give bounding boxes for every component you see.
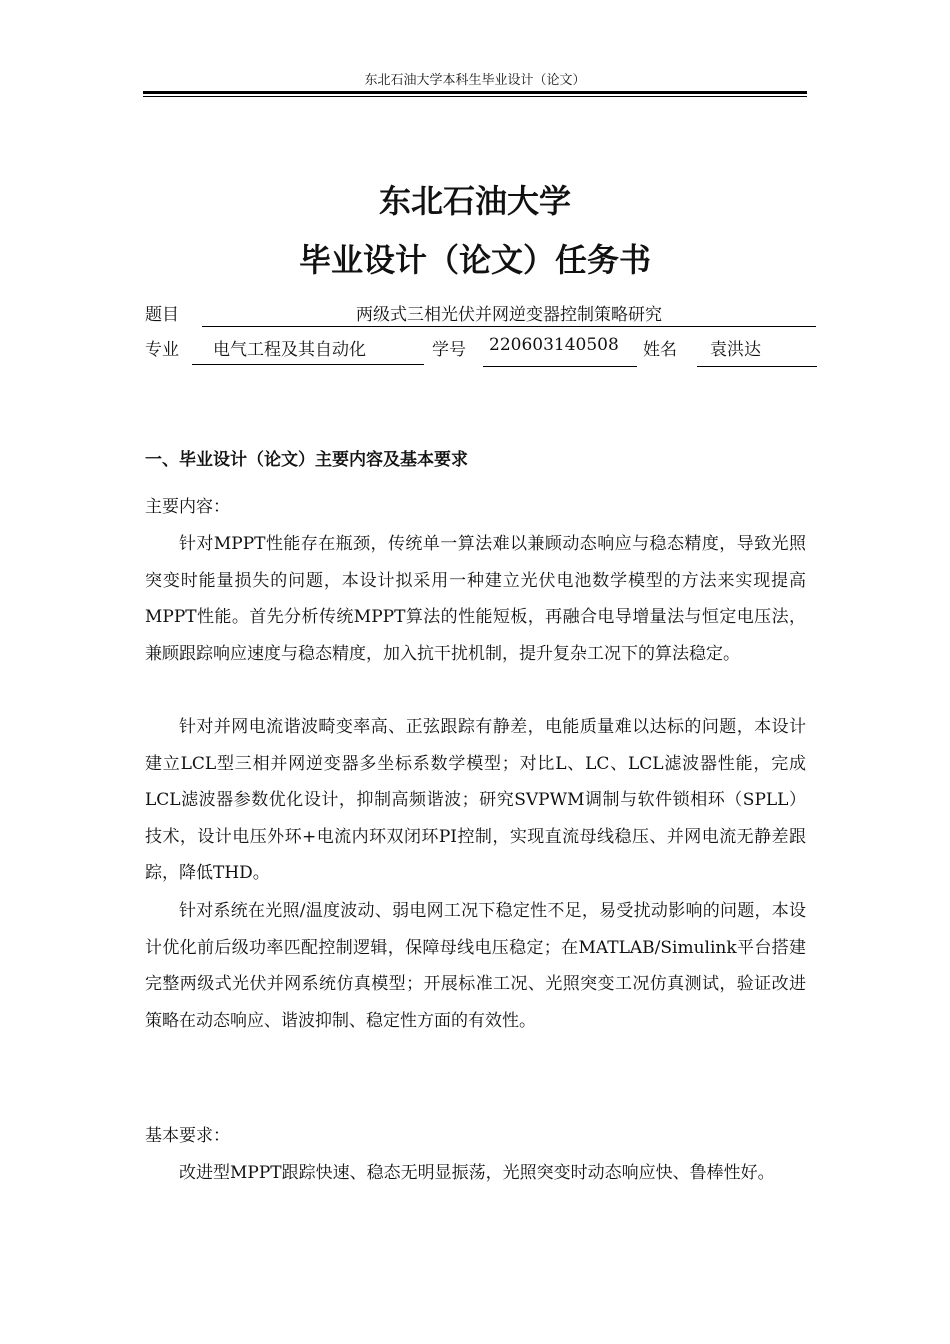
name-underline	[697, 366, 817, 367]
requirements-paragraph-1: 改进型MPPT跟踪快速、稳态无明显振荡，光照突变时动态响应快、鲁棒性好。	[179, 1163, 775, 1183]
document-title-taskbook: 毕业设计（论文）任务书	[298, 241, 651, 279]
student-id-value: 220603140508	[489, 335, 619, 355]
requirements-label: 基本要求：	[145, 1126, 230, 1146]
name-label: 姓名	[643, 340, 677, 360]
topic-underline	[202, 326, 816, 327]
header-rule-thick	[143, 91, 807, 94]
content-paragraph-3: 针对系统在光照/温度波动、弱电网工况下稳定性不足，易受扰动影响的问题，本设计优化前后级功率匹配控制逻辑，保障母线电压稳定；在MATLAB/Simulink平台搭建完整两级式光伏并网系统仿真模型；开展标准工况、光照突变工况仿真测试，验证改进策略在动态响应、谐波抑制、稳定性方面的有效性。	[145, 901, 806, 1031]
content-paragraph-1: 针对MPPT性能存在瓶颈，传统单一算法难以兼顾动态响应与稳态精度，导致光照突变时能量损失的问题，本设计拟采用一种建立光伏电池数学模型的方法来实现提高MPPT性能。首先分析传统MPPT算法的性能短板，再融合电导增量法与恒定电压法，兼顾跟踪响应速度与稳态精度，加入抗干扰机制，提升复杂工况下的算法稳定。	[145, 534, 806, 664]
main-content-label: 主要内容：	[145, 497, 230, 517]
section-heading: 一、毕业设计（论文）主要内容及基本要求	[145, 450, 468, 470]
content-paragraph-2: 针对并网电流谐波畸变率高、正弦跟踪有静差，电能质量难以达标的问题，本设计建立LCL型三相并网逆变器多坐标系数学模型；对比L、LC、LCL滤波器性能，完成LCL滤波器参数优化设计，抑制高频谐波；研究SVPWM调制与软件锁相环（SPLL）技术，设计电压外环+电流内环双闭环PI控制，实现直流母线稳压、并网电流无静差跟踪，降低THD。	[145, 717, 806, 884]
major-underline	[192, 364, 424, 365]
header-rule-thin	[143, 96, 807, 97]
student-id-underline	[483, 366, 637, 367]
running-header-title: 东北石油大学本科生毕业设计（论文）	[364, 73, 586, 88]
major-label: 专业	[145, 340, 179, 360]
document-title-university: 东北石油大学	[378, 182, 571, 220]
name-value: 袁洪达	[710, 340, 761, 360]
topic-value: 两级式三相光伏并网逆变器控制策略研究	[356, 305, 662, 325]
major-value: 电气工程及其自动化	[213, 340, 366, 360]
student-id-label: 学号	[432, 340, 466, 360]
topic-label: 题目	[145, 305, 179, 325]
